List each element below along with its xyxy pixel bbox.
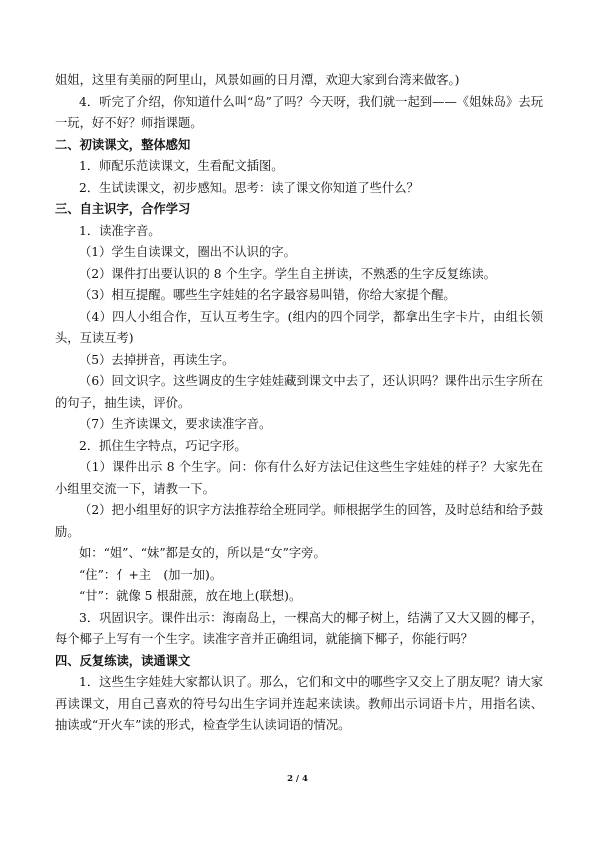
paragraph: 1．这些生字娃娃大家都认识了。那么，它们和文中的哪些字又交上了朋友呢？请大家再读课文，用自己喜欢的符号勾出生字词并连起来读读。教师出示词语卡片，用指名读、抽读或“开火车”读的形式，检查学生认读词语的情况。 [55,675,543,732]
paragraph: 1．师配乐范读课文，生看配文插图。 [79,159,284,173]
paragraph: 1．读准字音。 [79,223,161,238]
paragraph: （2）课件打出要认识的 8 个生字。学生自主拼读，不熟悉的生字反复练读。 [79,266,496,281]
paragraph: （1）课件出示 8 个生字。问：你有什么好方法记住这些生字娃娃的样子？大家先在小组里交流一下，请教一下。 [55,460,543,496]
paragraph: （6）回文识字。这些调皮的生字娃娃藏到课文中去了，还认识吗？课件出示生字所在的句子，抽生读，评价。 [55,374,543,410]
paragraph: 3．巩固识字。课件出示：海南岛上，一棵高大的椰子树上，结满了又大又圆的椰子，每个椰子上写有一个生字。读准字音并正确组词，就能摘下椰子，你能行吗？ [55,610,543,646]
paragraph: 4．听完了介绍，你知道什么叫“岛”了吗？今天呀，我们就一起到——《姐妹岛》去玩一玩，好不好？师指课题。 [55,94,543,130]
section-heading: 三、自主识字，合作学习 [55,202,191,216]
page-number: 2 / 4 [287,774,308,784]
paragraph: （1）学生自读课文，圈出不认识的字。 [79,245,296,259]
paragraph: （7）生齐读课文，要求读准字音。 [79,417,272,431]
paragraph: （2）把小组里好的识字方法推荐给全班同学。师根据学生的回答，及时总结和给予鼓励。 [55,503,543,539]
paragraph: 姐姐，这里有美丽的阿里山，风景如画的日月潭，欢迎大家到台湾来做客。) [55,73,460,87]
paragraph: 2．生试读课文，初步感知。思考：读了课文你知道了些什么？ [79,180,419,195]
paragraph: （5）去掉拼音，再读生字。 [79,352,235,367]
section-heading: 四、反复练读，读通课文 [55,653,191,668]
paragraph: “甘”：就像 5 根甜蔗，放在地上(联想)。 [79,589,302,603]
paragraph: “住”：亻+主 (加一加)。 [79,567,223,582]
document-body [55,70,543,737]
paragraph: 2．抓住生字特点，巧记字形。 [79,438,247,453]
paragraph: （4）四人小组合作，互认互考生字。(组内的四个同学，都拿出生字卡片，由组长领头，互读互考) [55,309,543,345]
paragraph: 如：“姐”、“妹”都是女的，所以是“女”字旁。 [79,546,326,560]
paragraph: （3）相互提醒。哪些生字娃娃的名字最容易叫错，你给大家提个醒。 [79,288,456,302]
section-heading: 二、初读课文，整体感知 [55,137,191,152]
